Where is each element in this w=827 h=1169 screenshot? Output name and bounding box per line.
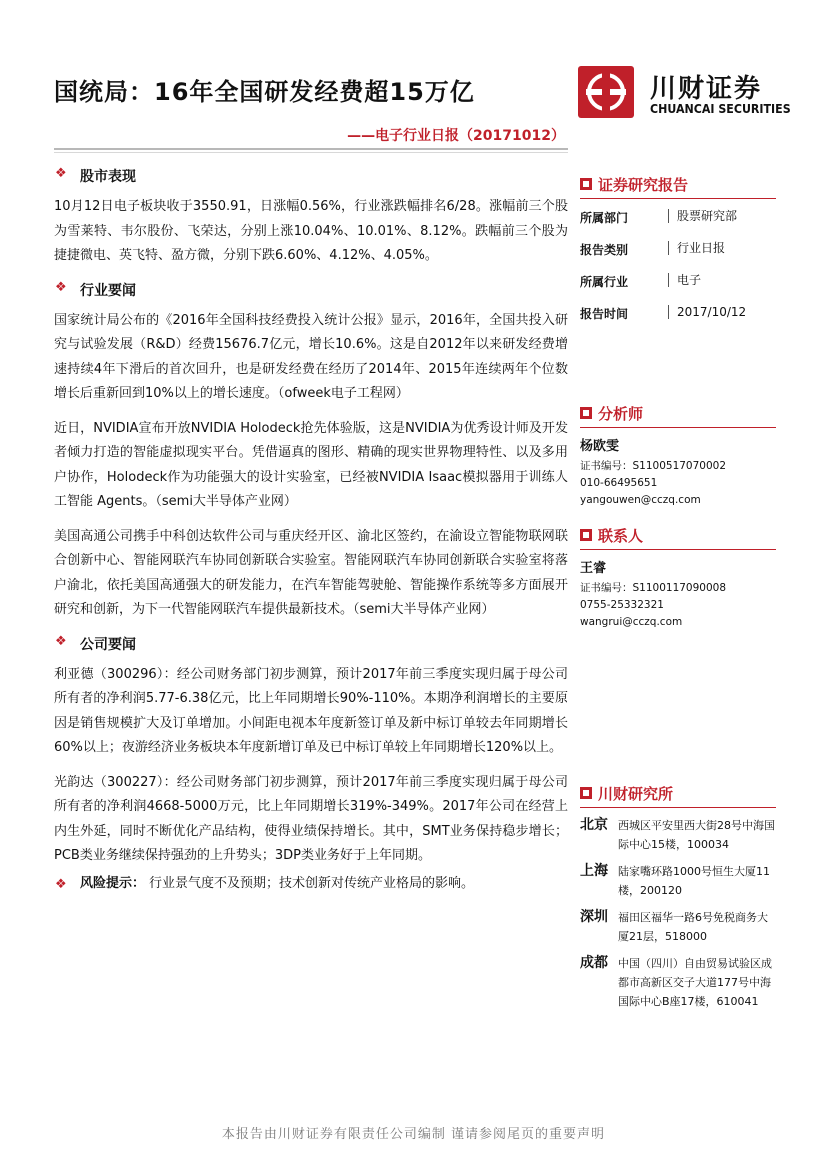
company-logo	[578, 66, 791, 122]
sidebar-divider	[580, 549, 776, 550]
paragraph: 利亚德（300296）：经公司财务部门初步测算，预计2017年前三季度实现归属于母公司所有者的净利润5.77-6.38亿元，比上年同期增长90%-110%。本期净利润增长的主要原因是销售规模扩大及订单增加。小间距电视本年度新签订单及新中标订单较去年同期增长60%以上；夜游经济业务板块本年度新增订单及已中标订单较上年同期增长120%以上。	[54, 666, 568, 755]
meta-row	[580, 305, 780, 337]
meta-key: 所属部门	[580, 211, 629, 225]
contact-info	[580, 560, 780, 631]
section-title: 公司要闻	[80, 636, 136, 653]
meta-value: 行业日报	[668, 241, 725, 255]
meta-key: 所属行业	[580, 275, 629, 289]
chuancai-logo-icon	[578, 66, 634, 118]
office-shenzhen	[580, 908, 780, 946]
sidebar-heading-analyst	[580, 401, 780, 425]
sidebar-title: 分析师	[598, 404, 644, 423]
analyst-name: 杨欧雯	[580, 439, 620, 454]
analyst-phone: 010-66495651	[580, 477, 658, 489]
section-title: 行业要闻	[80, 282, 136, 299]
square-bullet-icon	[580, 529, 592, 541]
report-title: 国统局：16年全国研发经费超15万亿	[54, 78, 475, 106]
square-bullet-icon	[580, 178, 592, 190]
meta-row	[580, 273, 780, 305]
office-city: 上海	[580, 863, 608, 879]
analyst-cert: 证书编号：S1100517070002	[580, 460, 727, 472]
sidebar-title: 川财研究所	[598, 784, 674, 803]
square-bullet-icon	[580, 787, 592, 799]
header-divider	[54, 148, 568, 150]
sidebar-heading-report	[580, 172, 780, 196]
section-heading-market	[54, 165, 568, 187]
risk-warning	[54, 873, 568, 895]
header-divider-thin	[54, 152, 568, 153]
sidebar-divider	[580, 807, 776, 808]
report-meta	[580, 209, 780, 337]
analyst-email[interactable]: yangouwen@cczq.com	[580, 494, 701, 506]
office-beijing	[580, 816, 780, 854]
section-heading-company	[54, 633, 568, 655]
meta-value: 股票研究部	[668, 209, 737, 223]
section-heading-industry	[54, 279, 568, 301]
office-address: 中国（四川）自由贸易试验区成都市高新区交子大道177号中海国际中心B座17楼，610041	[618, 957, 772, 1008]
paragraph: 近日，NVIDIA宣布开放NVIDIA Holodeck抢先体验版，这是NVIDIA为优秀设计师及开发者倾力打造的智能虚拟现实平台。凭借逼真的图形、精确的现实世界物理特性、以及多用户协作，Holodeck作为功能强大的设计实验室，已经被NVIDIA Isaac模拟器用于训练人工智能 Agents。（semi大半导体产业网）	[54, 420, 568, 509]
meta-value: 2017/10/12	[668, 305, 746, 319]
report-subtitle: ——电子行业日报（20171012）	[347, 128, 565, 144]
paragraph: 国家统计局公布的《2016年全国科技经费投入统计公报》显示，2016年，全国共投入研究与试验发展（R&D）经费15676.7亿元，增长10.6%。这是自2012年以来研发经费增速持续4年下滑后的首次回升，也是研发经费在经历了2014年、2015年连续两年个位数增长后重新回到10%以上的增长速度。（ofweek电子工程网）	[54, 312, 568, 401]
sidebar-divider	[580, 427, 776, 428]
office-city: 北京	[580, 817, 608, 833]
office-city: 成都	[580, 955, 608, 971]
diamond-bullet-icon	[56, 170, 68, 182]
paragraph: 10月12日电子板块收于3550.91，日涨幅0.56%，行业涨跌幅排名6/28。涨幅前三个股为雪莱特、韦尔股份、飞荣达，分别上涨10.04%、10.01%、8.12%。跌幅前三个股为捷捷微电、英飞特、盈方微，分别下跌6.60%、4.12%、4.05%。	[54, 199, 568, 263]
office-city: 深圳	[580, 909, 608, 925]
office-address: 陆家嘴环路1000号恒生大厦11楼，200120	[618, 865, 770, 897]
office-address: 西城区平安里西大街28号中海国际中心15楼，100034	[618, 819, 775, 851]
sidebar	[580, 172, 780, 1011]
office-address: 福田区福华一路6号免税商务大厦21层，518000	[618, 911, 768, 943]
contact-name: 王睿	[580, 561, 607, 576]
sidebar-heading-institute	[580, 781, 780, 805]
diamond-bullet-icon	[56, 284, 68, 296]
page-footer: 本报告由川财证券有限责任公司编制 谨请参阅尾页的重要声明	[221, 1127, 606, 1142]
office-chengdu	[580, 954, 780, 1011]
paragraph: 美国高通公司携手中科创达软件公司与重庆经开区、渝北区签约，在渝设立智能物联网联合创新中心、智能网联汽车协同创新联合实验室。智能网联汽车协同创新联合实验室将落户渝北，依托美国高通强大的研发能力，在汽车智能驾驶舱、智能操作系统等多方面展开研究和创新，为下一代智能网联汽车提供最新技术。（semi大半导体产业网）	[54, 528, 568, 617]
diamond-bullet-icon	[56, 878, 68, 890]
analyst-info	[580, 438, 780, 509]
square-bullet-icon	[580, 407, 592, 419]
logo-text-en: CHUANCAI SECURITIES	[650, 102, 791, 116]
main-content	[54, 165, 568, 895]
meta-value: 电子	[668, 273, 701, 287]
diamond-bullet-icon	[56, 638, 68, 650]
meta-row	[580, 241, 780, 273]
risk-label: 风险提示：	[80, 875, 146, 891]
paragraph: 光韵达（300227）：经公司财务部门初步测算，预计2017年前三季度实现归属于母公司所有者的净利润4668-5000万元，比上年同期增长319%-349%。2017年公司在经营上内生外延，同时不断优化产品结构，使得业绩保持增长。其中，SMT业务保持稳步增长；PCB类业务继续保持强劲的上升势头；3DP类业务好于上年同期。	[54, 774, 568, 863]
contact-phone: 0755-25332321	[580, 599, 664, 611]
meta-key: 报告类别	[580, 243, 629, 257]
sidebar-divider	[580, 198, 776, 199]
sidebar-title: 证券研究报告	[598, 175, 689, 194]
meta-key: 报告时间	[580, 307, 629, 321]
contact-email[interactable]: wangrui@cczq.com	[580, 616, 683, 628]
office-shanghai	[580, 862, 780, 900]
contact-cert: 证书编号：S1100117090008	[580, 582, 727, 594]
section-title: 股市表现	[80, 169, 136, 185]
sidebar-title: 联系人	[598, 526, 644, 545]
logo-text-cn: 川财证券	[650, 74, 763, 104]
meta-row	[580, 209, 780, 241]
risk-text: 行业景气度不及预期；技术创新对传统产业格局的影响。	[149, 875, 475, 891]
sidebar-heading-contact	[580, 523, 780, 547]
